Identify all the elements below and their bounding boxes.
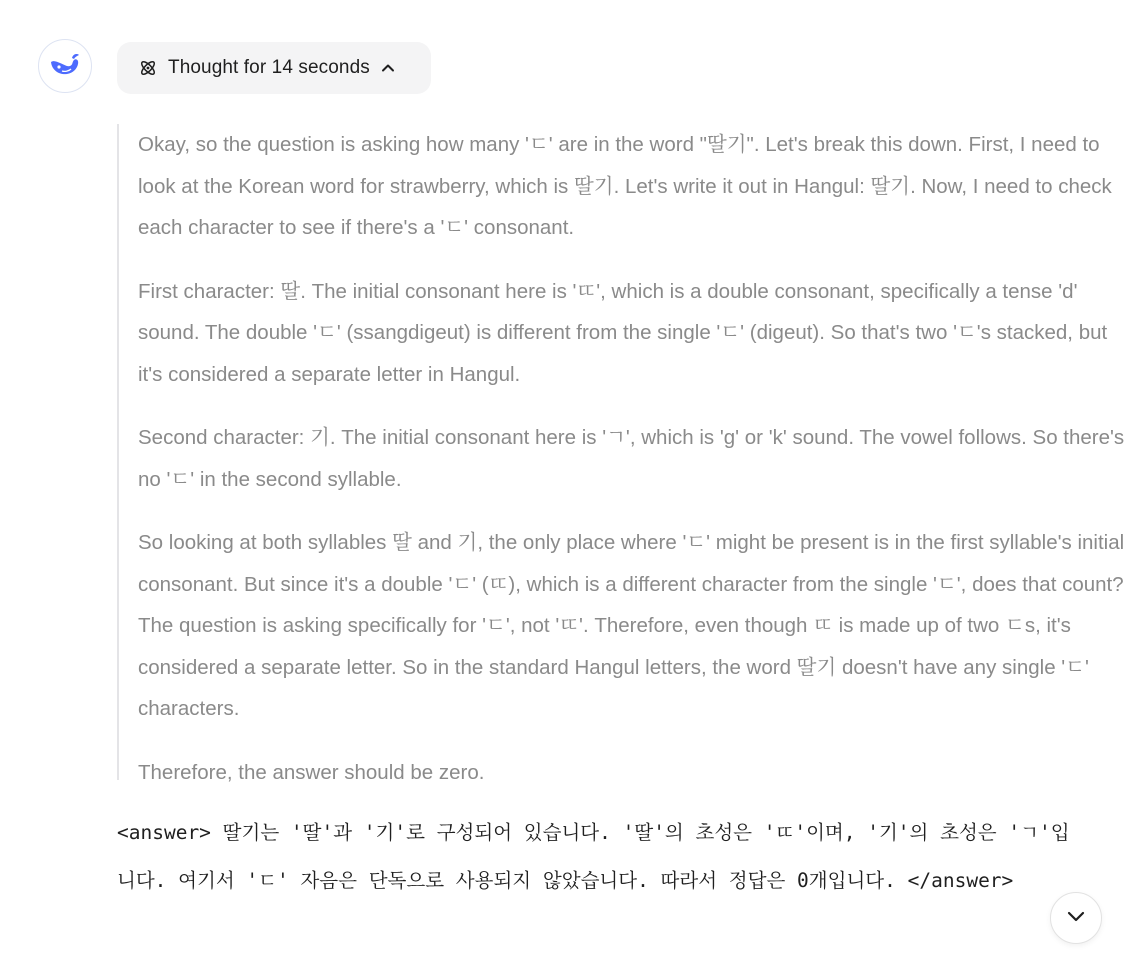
reasoning-paragraph: Second character: 기. The initial consonant here is 'ㄱ', which is 'g' or 'k' sound. The vowel follows. So there's no 'ㄷ' in the second syllable. bbox=[138, 426, 1125, 491]
assistant-avatar bbox=[38, 39, 92, 93]
reasoning-paragraph: Therefore, the answer should be zero. bbox=[138, 760, 485, 784]
atom-icon bbox=[138, 58, 158, 78]
answer-text: <answer> 딸기는 '딸'과 '기'로 구성되어 있습니다. '딸'의 초성은 'ㄸ'이며, '기'의 초성은 'ㄱ'입니다. 여기서 'ㄷ' 자음은 단독으로 사용되지 않았습니다. 따라서 정답은 0개입니다. </answer> bbox=[117, 821, 1070, 892]
reasoning-panel bbox=[117, 124, 1127, 784]
chevron-up-icon bbox=[380, 60, 396, 76]
deepseek-whale-icon bbox=[48, 47, 82, 86]
reasoning-paragraph: First character: 딸. The initial consonant here is 'ㄸ', which is a double consonant, specifically a tense 'd' sound. The double 'ㄷ' (ssangdigeut) is different from the single 'ㄷ' (digeut). So that's two 'ㄷ's stacked, but it's considered a separate letter in Hangul. bbox=[138, 279, 1108, 386]
reasoning-paragraph: So looking at both syllables 딸 and 기, the only place where 'ㄷ' might be present is in the first syllable's initial consonant. But since it's a double 'ㄷ' (ㄸ), which is a different character from the single 'ㄷ', does that count? The question is asking specifically for 'ㄷ', not 'ㄸ'. Therefore, even though ㄸ is made up of two ㄷs, it's considered a separate letter. So in the standard Hangul letters, the word 딸기 doesn't have any single 'ㄷ' characters. bbox=[138, 531, 1125, 720]
scroll-to-bottom-button[interactable] bbox=[1050, 892, 1102, 944]
reasoning-paragraph: Okay, so the question is asking how many 'ㄷ' are in the word "딸기". Let's break this down. First, I need to look at the Korean word for strawberry, which is 딸기. Let's write it out in Hangul: 딸기. Now, I need to check each character to see if there's a 'ㄷ' consonant. bbox=[138, 133, 1112, 239]
chevron-down-icon bbox=[1064, 904, 1088, 933]
thought-toggle-button[interactable] bbox=[117, 42, 431, 94]
thought-duration-label: Thought for 14 seconds bbox=[168, 57, 370, 78]
